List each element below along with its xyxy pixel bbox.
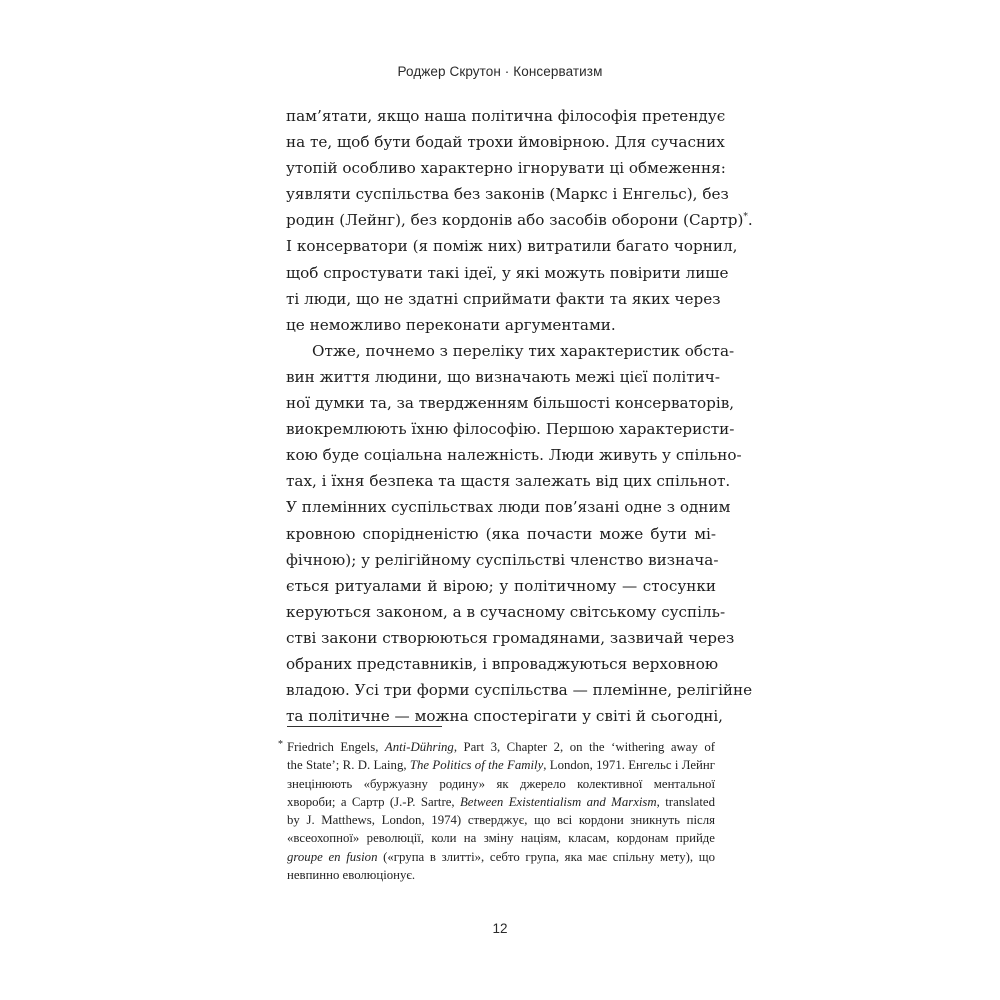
text-line-with-footnote: родин (Лейнг), без кордонів або засобів оборони (Сартр)*. (286, 211, 753, 230)
footnote-line (287, 738, 715, 756)
text-line: тах, і їхня безпека та щастя залежать від цих спільнот. (286, 472, 731, 491)
text-line: це неможливо переконати аргументами. (286, 315, 616, 334)
footnote (278, 738, 715, 884)
footnote-text: Friedrich Engels, (287, 740, 385, 754)
footnote-text: the State’; R. D. Laing, (287, 758, 410, 773)
text-line: Отже, почнемо з переліку тих характеристик обста- (312, 341, 735, 360)
footnote-line (287, 793, 715, 811)
footnote-book-title: Between Existentialism and Marxism (459, 794, 657, 809)
footnote-divider (287, 726, 442, 727)
text-line: обраних представників, і впроваджуються верховною (286, 654, 719, 673)
text-line: ної думки та, за твердженням більшості консерваторів, (286, 394, 735, 413)
text-line: І консерватори (я поміж них) витратили багато чорнил, (286, 237, 738, 256)
footnote-line: «всеохопної» революції, коли на зміну націям, класам, кордонам прийде (287, 831, 715, 846)
footnote-reference-mark[interactable]: * (743, 212, 748, 223)
footnote-line: by J. Matthews, London, 1974) стверджує, що всі кордони зникнуть після (287, 813, 715, 828)
text-line: вин життя людини, що визначають межі цієї політич- (286, 367, 720, 386)
text-line: керуються законом, а в сучасному світському суспіль- (286, 602, 726, 621)
text-line: У племінних суспільствах люди пов’язані одне з одним (286, 498, 731, 517)
main-text (286, 103, 753, 729)
footnote-foreign-term: groupe en fusion (287, 849, 378, 864)
footnote-text: хвороби; а Сартр (J.-P. Sartre, (287, 794, 460, 809)
footnote-line: невпинно еволюціонує. (287, 868, 416, 883)
text-line: ті люди, що не здатні сприймати факти та яких через (286, 289, 721, 308)
footnote-marker: * (278, 739, 283, 750)
footnote-line (287, 756, 715, 774)
footnote-book-title: The Politics of the Family (409, 758, 544, 773)
text-line: щоб спростувати такі ідеї, у які можуть повірити лише (286, 263, 729, 282)
running-head: Роджер Скрутон · Консерватизм (397, 64, 603, 79)
footnote-text: («група в злитті», себто група, яка має спільну мету), що (377, 849, 715, 864)
text-line: ється ритуалами й вірою; у політичному — стосунки (286, 576, 716, 595)
footnote-text: , translated (656, 794, 715, 809)
text-line: та політичне — можна спостерігати у світі й сьогодні, (286, 707, 724, 726)
text-line: кровною спорідненістю (яка почасти може бути мі- (286, 524, 716, 543)
text-line: на те, щоб бути бодай трохи ймовірною. Для сучасних (286, 133, 725, 152)
footnote-line (287, 848, 715, 866)
text-line: уявляти суспільства без законів (Маркс і Енгельс), без (286, 185, 729, 204)
footnote-text: , Part 3, Chapter 2, on the ‘withering away of (453, 740, 715, 754)
text-line: утопій особливо характерно ігнорувати ці обмеження: (286, 159, 726, 178)
text-line: кою буде соціальна належність. Люди живуть у спільно- (286, 446, 742, 465)
page-number: 12 (492, 921, 508, 936)
footnote-book-title: Anti-Dühring (384, 740, 454, 754)
text-line: пам’ятати, якщо наша політична філософія претендує (286, 107, 726, 125)
text-line: виокремлюють їхню філософію. Першою характеристи- (286, 420, 735, 439)
text-line: владою. Усі три форми суспільства — племінне, релігійне (286, 681, 753, 700)
footnote-text: , London, 1971. Енгельс і Лейнг (543, 758, 715, 773)
text-line: стві закони створюються громадянами, зазвичай через (286, 628, 735, 647)
text-line: фічною); у релігійному суспільстві членство визнача- (286, 550, 719, 569)
text-line-content: родин (Лейнг), без кордонів або засобів оборони (Сартр) (286, 211, 744, 230)
footnote-line: знецінюють «буржуазну родину» як джерело колективної ментальної (287, 776, 715, 791)
